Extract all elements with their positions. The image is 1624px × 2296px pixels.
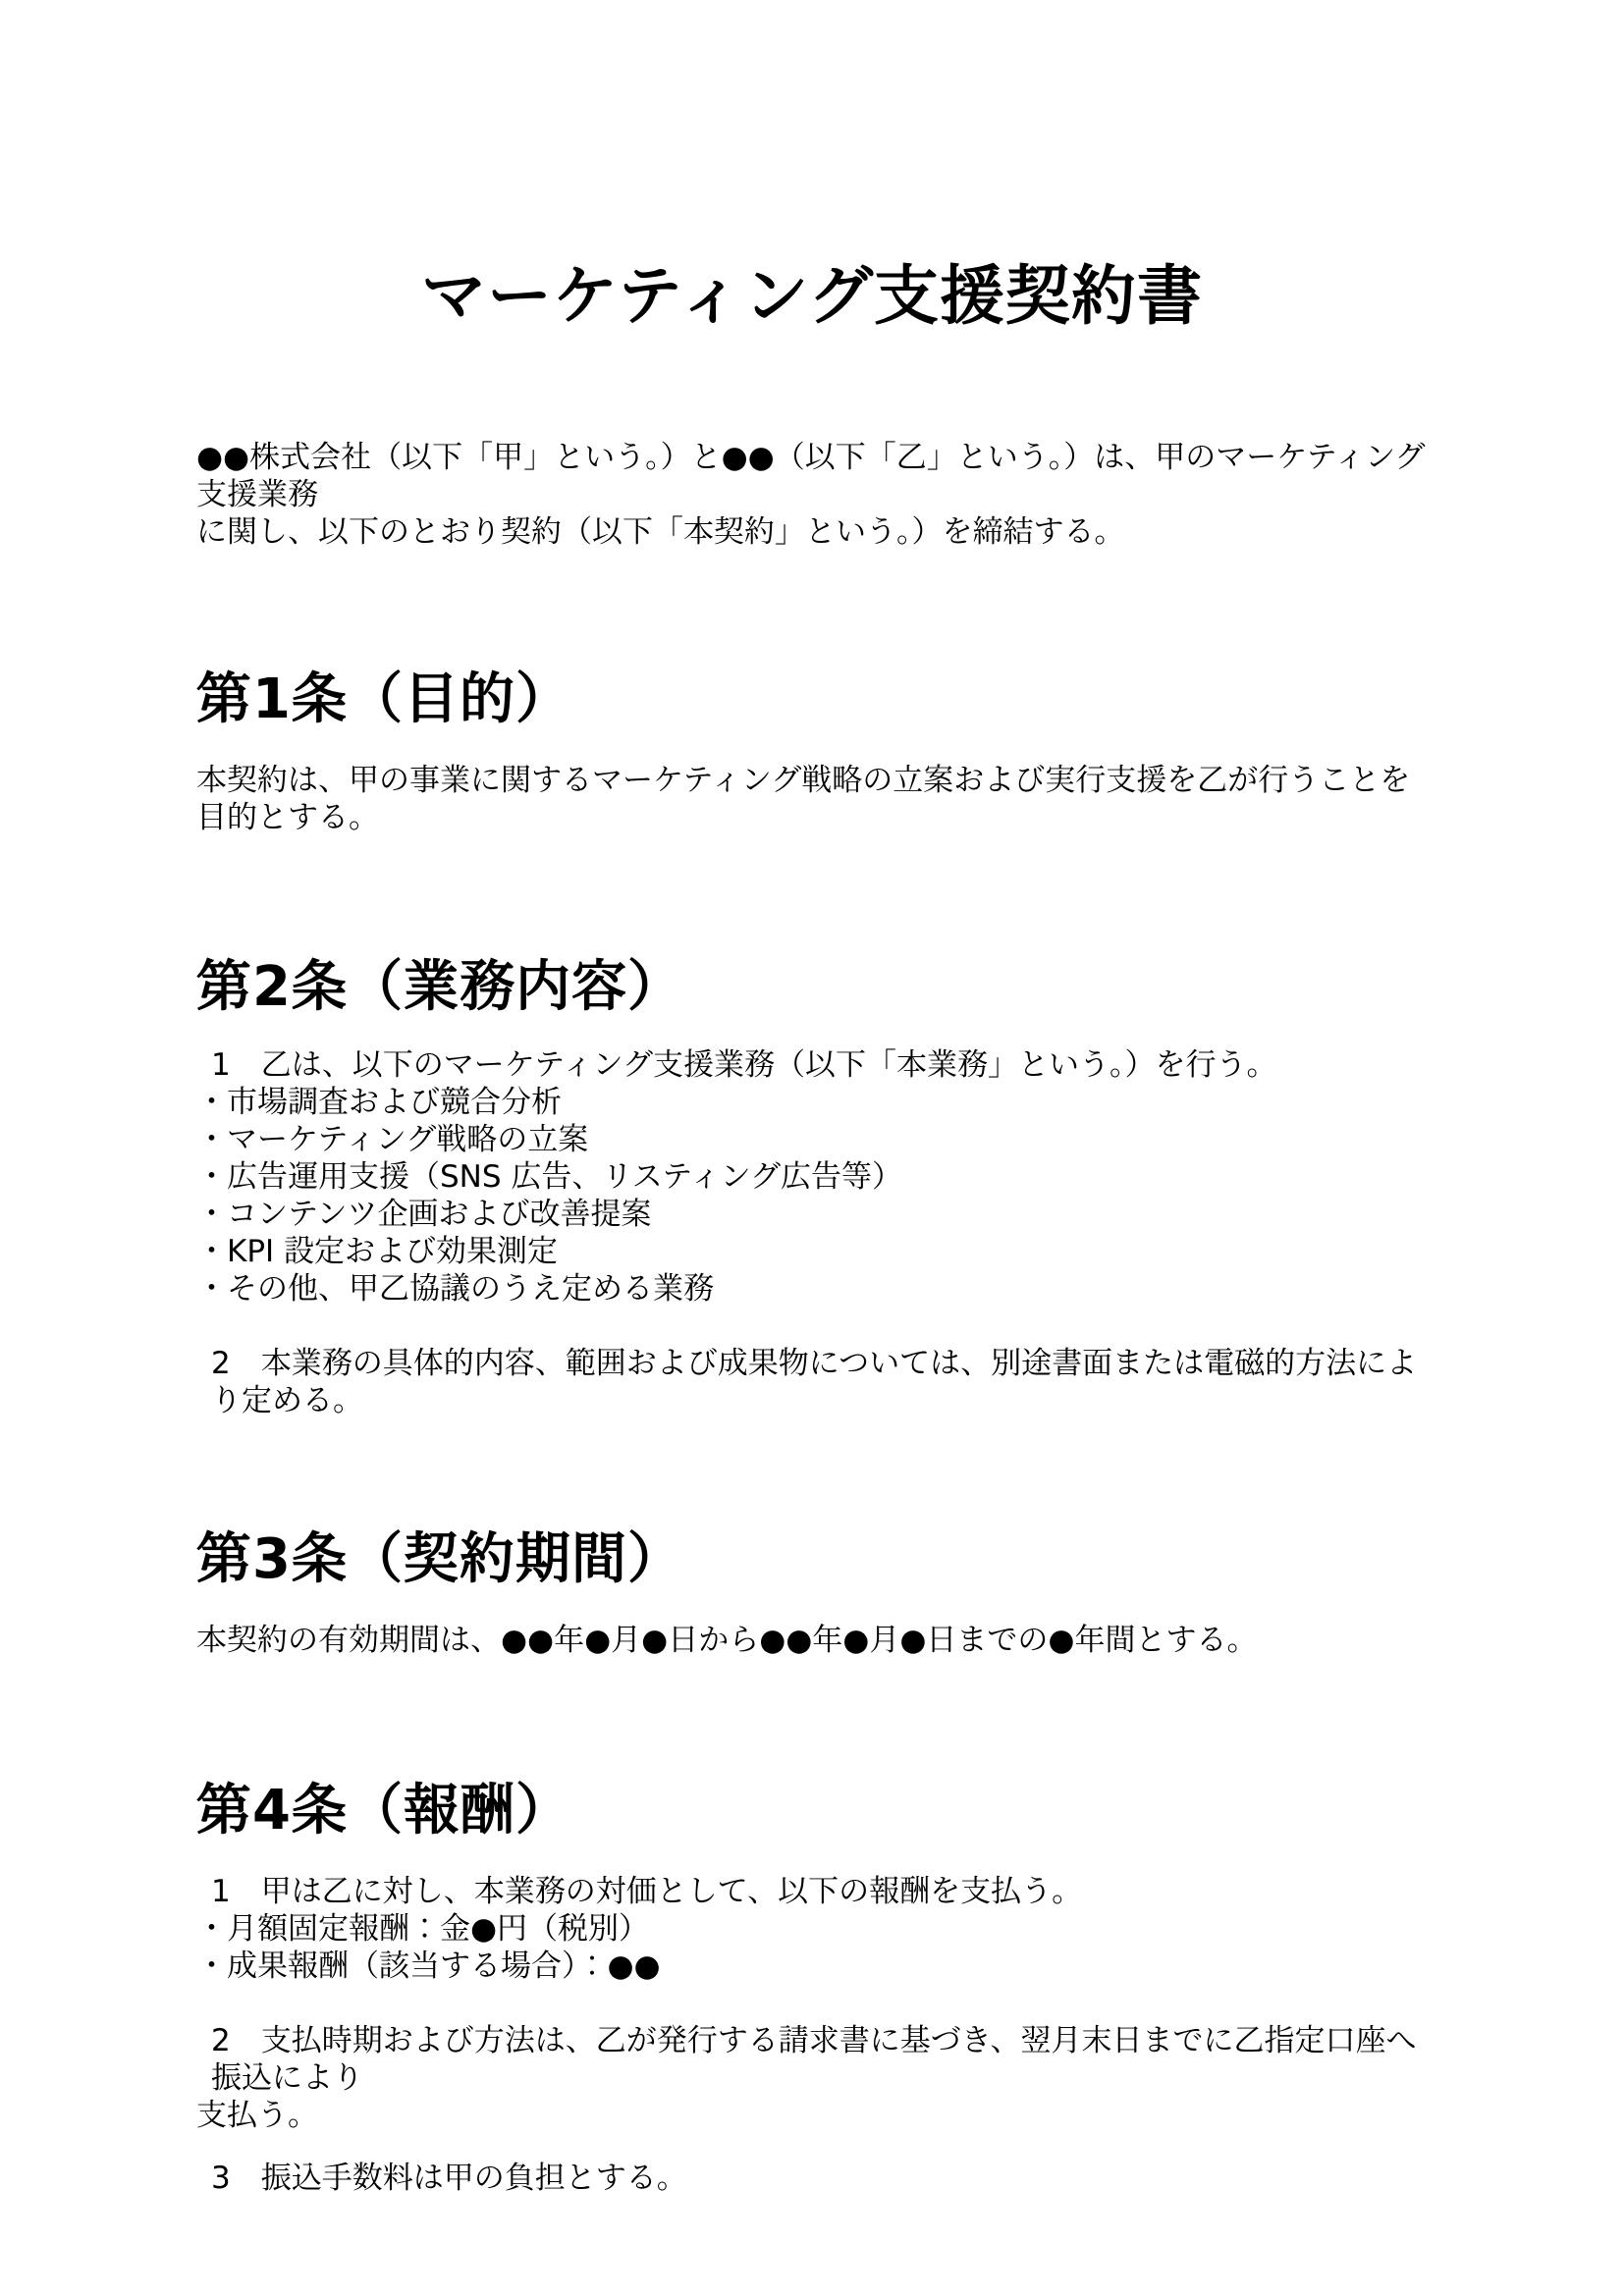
article-2-clause-2: 2 本業務の具体的内容、範囲および成果物については、別途書面または電磁的方法により定める。 (211, 1346, 1418, 1418)
intro-line-2: に関し、以下のとおり契約（以下「本契約」という。）を締結する。 (196, 514, 1125, 550)
article-2-clause-1: 1 乙は、以下のマーケティング支援業務（以下「本業務」という。）を行う。 (211, 1047, 1277, 1083)
article-4-bullet-list (196, 1910, 1428, 1985)
document-title: マーケティング支援契約書 (420, 258, 1204, 334)
article-2-heading: 第2条（業務内容） (196, 955, 683, 1019)
intro-paragraph (196, 439, 1428, 551)
list-item: ・広告運用支援（SNS 広告、リスティング広告等） (196, 1159, 903, 1195)
article-4-heading: 第4条（報酬） (196, 1779, 571, 1842)
article-4-clause-2 (196, 2022, 1428, 2134)
article-3-heading: 第3条（契約期間） (196, 1527, 683, 1591)
intro-line-1: ●●株式会社（以下「甲」という。）と●●（以下「乙」という。）は、甲のマーケティング支援業務 (196, 440, 1426, 512)
article-1-heading: 第1条（目的） (196, 667, 571, 731)
list-item: ・KPI 設定および効果測定 (196, 1234, 559, 1269)
list-item: ・コンテンツ企画および改善提案 (196, 1197, 652, 1232)
article-1-body: 本契約は、甲の事業に関するマーケティング戦略の立案および実行支援を乙が行うことを目的とする。 (196, 763, 1411, 835)
list-item: ・市場調査および競合分析 (196, 1085, 562, 1120)
list-item: ・月額固定報酬：金●円（税別） (196, 1911, 650, 1947)
article-2-bullet-list (196, 1084, 1428, 1308)
list-item: ・その他、甲乙協議のうえ定める業務 (196, 1271, 714, 1307)
clause-line-1: 2 支払時期および方法は、乙が発行する請求書に基づき、翌月末日までに乙指定口座へ振込により (211, 2023, 1417, 2096)
clause-line-2: 支払う。 (196, 2098, 318, 2133)
list-item: ・マーケティング戦略の立案 (196, 1122, 589, 1157)
article-4-clause-1: 1 甲は乙に対し、本業務の対価として、以下の報酬を支払う。 (211, 1874, 1083, 1909)
article-3-body: 本契約の有効期間は、●●年●月●日から●●年●月●日までの●年間とする。 (196, 1623, 1258, 1658)
list-item: ・成果報酬（該当する場合）：●● (196, 1949, 661, 1984)
article-4-clause-3: 3 振込手数料は甲の負担とする。 (211, 2161, 687, 2196)
